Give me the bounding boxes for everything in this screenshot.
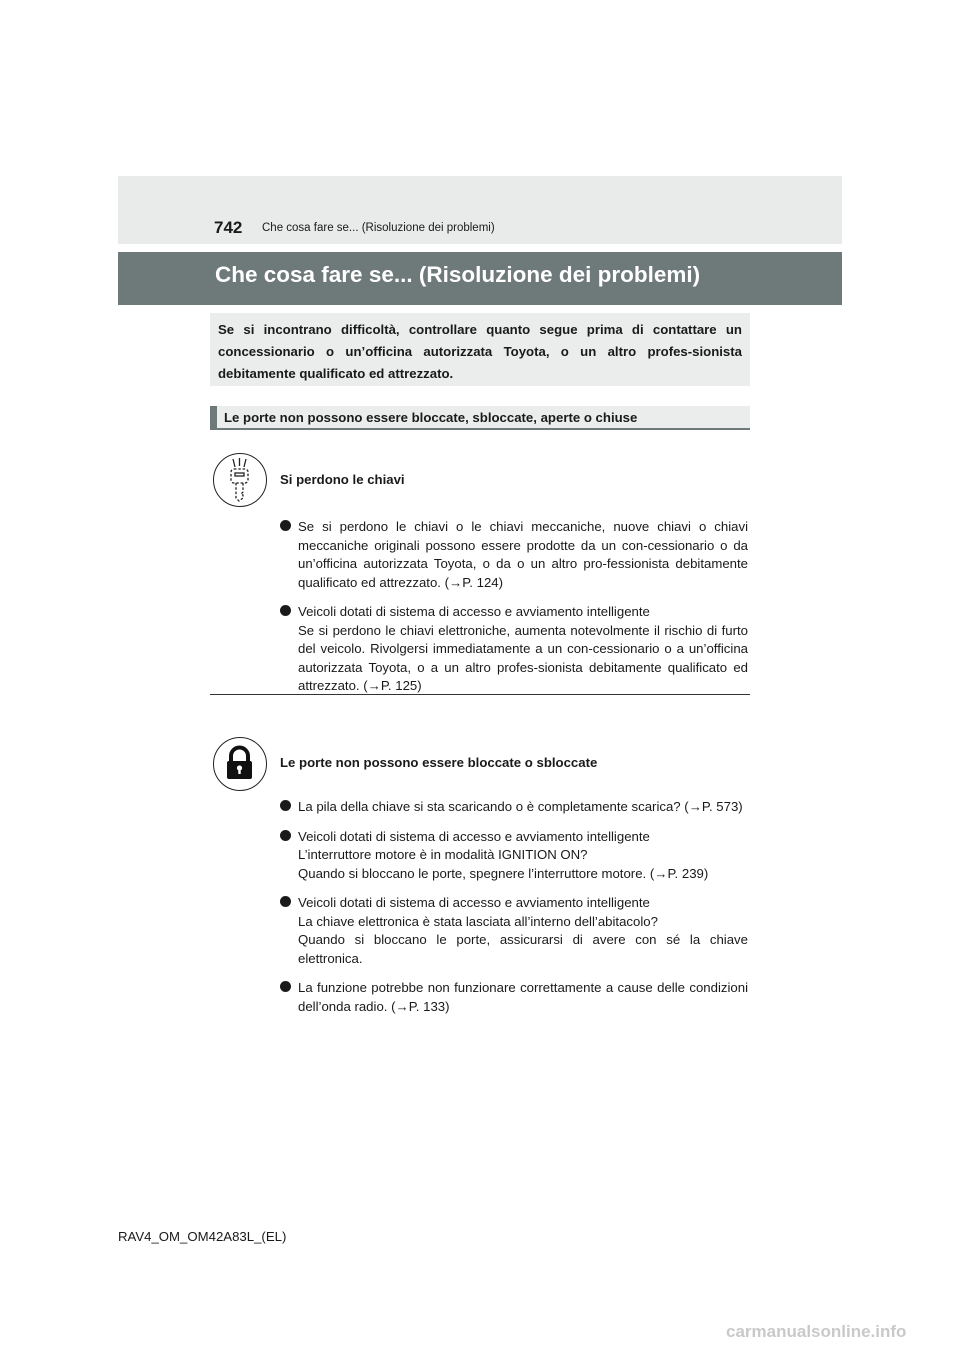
lost-keys-list bbox=[282, 518, 748, 707]
list-item: La pila della chiave si sta scaricando o è completamente scarica? (→P. 573) bbox=[282, 798, 748, 817]
section-divider bbox=[210, 694, 750, 695]
bullet-dot-icon bbox=[280, 981, 291, 992]
running-title: Che cosa fare se... (Risoluzione dei problemi) bbox=[262, 222, 495, 234]
bullet-dot-icon bbox=[280, 800, 291, 811]
document-code-footer: RAV4_OM_OM42A83L_(EL) bbox=[118, 1229, 287, 1244]
intro-box: Se si incontrano difficoltà, controllare quanto segue prima di contattare un concessionario o un’officina autorizzata Toyota, o un altro profes-sionista debitamente qualificato ed attrezzato. bbox=[210, 313, 750, 386]
block-heading-lock-unlock: Le porte non possono essere bloccate o sbloccate bbox=[280, 755, 598, 770]
page-title: Che cosa fare se... (Risoluzione dei problemi) bbox=[215, 262, 701, 287]
bullet-dot-icon bbox=[280, 896, 291, 907]
section-heading-bar bbox=[210, 406, 750, 430]
bullet-dot-icon bbox=[280, 520, 291, 531]
list-item: Veicoli dotati di sistema di accesso e avviamento intelligente Se si perdono le chiavi elettroniche, aumenta notevolmente il rischio di furto del veicolo. Rivolgersi immediatamente a un con-cessionario o a un’officina autorizzata Toyota, o a un altro profes-sionista debitamente qualificato ed attrezzato. (→P. 125) bbox=[282, 603, 748, 696]
list-item: Se si perdono le chiavi o le chiavi meccaniche, nuove chiavi o chiavi meccaniche originali possono essere prodotte da un con-cessionario o da un’officina autorizzata Toyota, o da o un altro pro-fessionista debitamente qualificato ed attrezzato. (→P. 124) bbox=[282, 518, 748, 592]
page-number: 742 bbox=[214, 218, 243, 237]
bullet-dot-icon bbox=[280, 605, 291, 616]
section-accent bbox=[210, 406, 217, 428]
section-title: Le porte non possono essere bloccate, sbloccate, aperte o chiuse bbox=[224, 410, 638, 425]
list-item: Veicoli dotati di sistema di accesso e avviamento intelligente La chiave elettronica è stata lasciata all’interno dell’abitacolo? Quando si bloccano le porte, assicurarsi di avere con sé la chiave elettronica. bbox=[282, 894, 748, 968]
bullet-dot-icon bbox=[280, 830, 291, 841]
padlock-icon bbox=[213, 737, 267, 791]
list-item: La funzione potrebbe non funzionare correttamente a cause delle condizioni dell’onda radio. (→P. 133) bbox=[282, 979, 748, 1016]
list-item: Veicoli dotati di sistema di accesso e avviamento intelligente L’interruttore motore è in modalità IGNITION ON? Quando si bloccano le porte, spegnere l’interruttore motore. (→P. 239) bbox=[282, 828, 748, 884]
lost-key-icon bbox=[213, 453, 267, 507]
lock-unlock-list bbox=[282, 798, 748, 1027]
watermark: carmanualsonline.info bbox=[726, 1322, 907, 1341]
block-heading-lost-keys: Si perdono le chiavi bbox=[280, 472, 405, 487]
